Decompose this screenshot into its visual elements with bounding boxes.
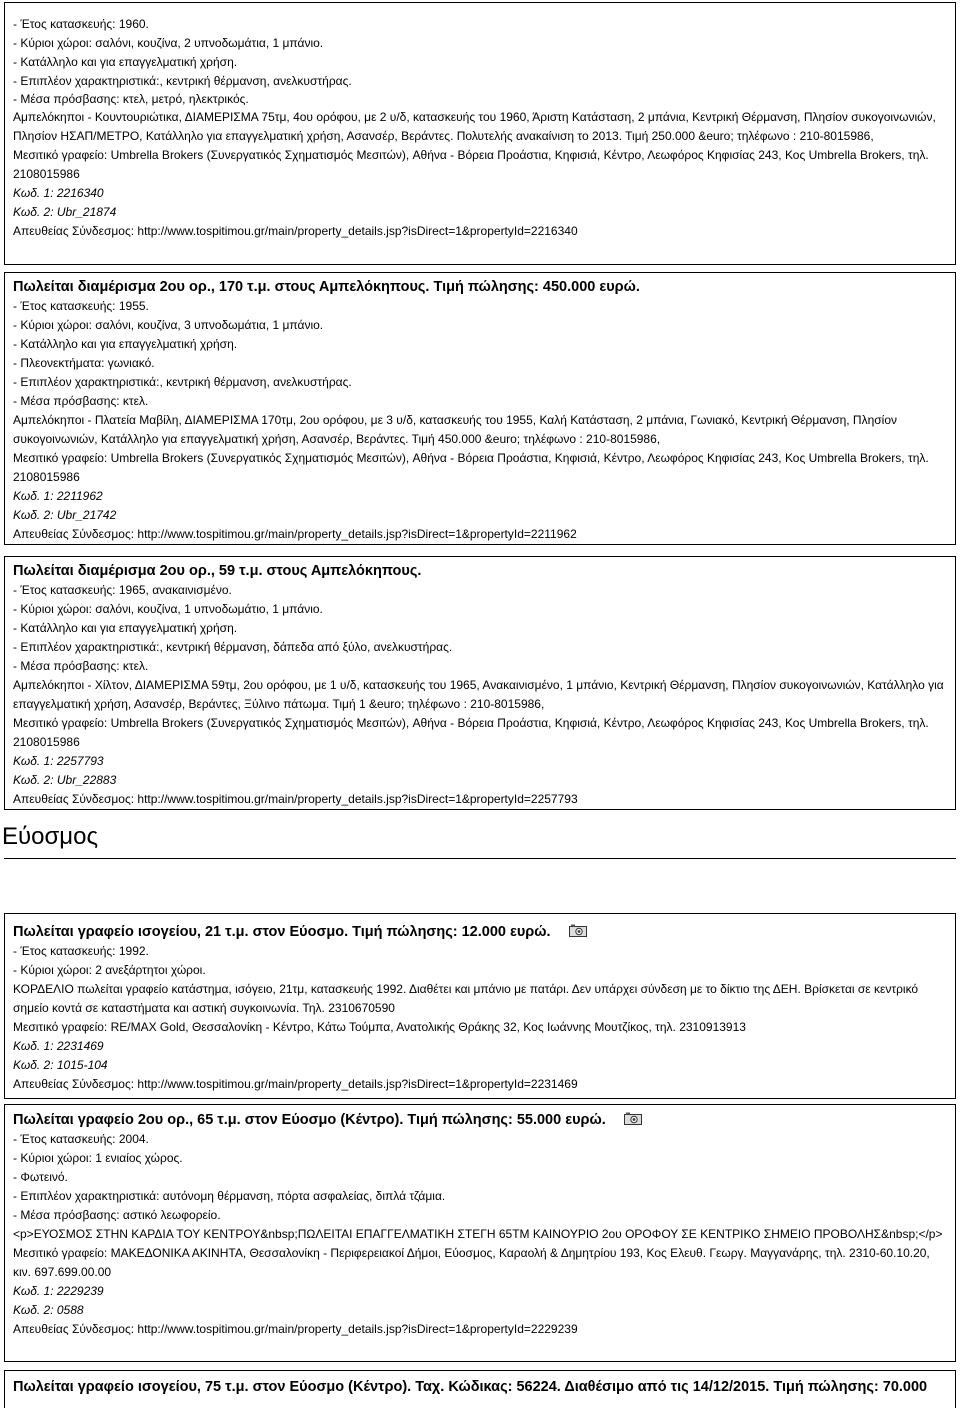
direct-link[interactable]: Απευθείας Σύνδεσμος: http://www.tospitimou.gr/main/property_details.jsp?isDirect=1&propertyId=2229239: [13, 1322, 578, 1336]
feature-line: - Έτος κατασκευής: 2004.: [13, 1132, 149, 1146]
feature-line: - Επιπλέον χαρακτηριστικά:, κεντρική θέρμανση, δάπεδα από ξύλο, ανελκυστήρας.: [13, 640, 453, 654]
direct-link[interactable]: Απευθείας Σύνδεσμος: http://www.tospitimou.gr/main/property_details.jsp?isDirect=1&propertyId=2257793: [13, 792, 578, 806]
listing-description: ΚΟΡΔΕΛΙΟ πωλείται γραφείο κατάστημα, ισόγειο, 21τμ, κατασκευής 1992. Διαθέτει και μπάνιο με πατάρι. Δεν υπάρχει σύνδεση με το δίκτιο της ΔΕΗ. Βρίσκεται σε κεντρικό σημείο κοντά σε καταστήματα και αστική συγκοινωνία. Τηλ. 2310670590: [13, 982, 919, 1015]
feature-line: - Κύριοι χώροι: σαλόνι, κουζίνα, 2 υπνοδωμάτια, 1 μπάνιο.: [13, 36, 324, 50]
direct-link[interactable]: Απευθείας Σύνδεσμος: http://www.tospitimou.gr/main/property_details.jsp?isDirect=1&propertyId=2216340: [13, 224, 578, 238]
agency-info: Μεσιτικό γραφείο: Umbrella Brokers (Συνεργατικός Σχηματισμός Μεσιτών), Αθήνα - Βόρεια Προάστια, Κηφισιά, Κέντρο, Λεωφόρος Κηφισίας 243, Κος Umbrella Brokers, τηλ. 2108015986: [13, 148, 929, 181]
listing-title: Πωλείται διαμέρισμα 2ου ορ., 170 τ.μ. στους Αμπελόκηπους. Τιμή πώλησης: 450.000 ευρώ.: [13, 279, 640, 295]
code-2: Κωδ. 2: Ubr_21742: [13, 508, 117, 522]
section-heading: Εύοσμος: [2, 823, 99, 850]
feature-line: - Κύριοι χώροι: σαλόνι, κουζίνα, 3 υπνοδωμάτια, 1 μπάνιο.: [13, 318, 324, 332]
camera-icon[interactable]: [624, 1112, 642, 1128]
listing-title: Πωλείται γραφείο ισογείου, 75 τ.μ. στον Εύοσμο (Κέντρο). Ταχ. Κώδικας: 56224. Διαθέσιμο από τις 14/12/2015. Τιμή πώλησης: 70.000: [13, 1379, 928, 1395]
agency-info: Μεσιτικό γραφείο: RE/MAX Gold, Θεσσαλονίκη - Κέντρο, Κάτω Τούμπα, Ανατολικής Θράκης 32, Κος Ιωάννης Μουτζίκος, τηλ. 2310913913: [13, 1020, 746, 1034]
feature-line: - Φωτεινό.: [13, 1170, 68, 1184]
feature-line: - Κύριοι χώροι: σαλόνι, κουζίνα, 1 υπνοδωμάτιο, 1 μπάνιο.: [13, 602, 323, 616]
listing-description: Αμπελόκηποι - Κουντουριώτικα, ΔΙΑΜΕΡΙΣΜΑ 75τμ, 4ου ορόφου, με 2 υ/δ, κατασκευής του 1960, Άριστη Κατάσταση, 2 μπάνια, Κεντρική Θέρμανση, Πλησίον συκογοινωνιών, Πλησίον ΗΣΑΠ/ΜΕΤΡΟ, Κατάλληλο για επαγγελματική χρήση, Ασανσέρ, Βεράντες. Πολυτελής ανακαίνιση το 2013. Τιμή 250.000 &euro; τηλέφωνο : 210-8015986,: [13, 110, 936, 143]
feature-line: - Κύριοι χώροι: 2 ανεξάρτητοι χώροι.: [13, 963, 206, 977]
listing-title: Πωλείται διαμέρισμα 2ου ορ., 59 τ.μ. στους Αμπελόκηπους.: [13, 563, 422, 579]
code-2: Κωδ. 2: 1015-104: [13, 1058, 108, 1072]
feature-line: - Έτος κατασκευής: 1992.: [13, 944, 149, 958]
listing-title: Πωλείται γραφείο 2ου ορ., 65 τ.μ. στον Εύοσμο (Κέντρο). Τιμή πώλησης: 55.000 ευρώ.: [13, 1112, 606, 1128]
agency-info: Μεσιτικό γραφείο: ΜΑΚΕΔΟΝΙΚΑ ΑΚΙΝΗΤΑ, Θεσσαλονίκη - Περιφερειακοί Δήμοι, Εύοσμος, Καραολή & Δημητρίου 193, Κος Ελευθ. Γεωργ. Μαγγανάρης, τηλ. 2310-60.10.20, κιν. 697.699.00.00: [13, 1246, 930, 1279]
listing-title: Πωλείται γραφείο ισογείου, 21 τ.μ. στον Εύοσμο. Τιμή πώλησης: 12.000 ευρώ.: [13, 924, 551, 940]
camera-icon[interactable]: [569, 924, 587, 940]
code-1: Κωδ. 1: 2229239: [13, 1284, 104, 1298]
feature-line: - Κατάλληλο και για επαγγελματική χρήση.: [13, 337, 238, 351]
feature-line: - Κατάλληλο και για επαγγελματική χρήση.: [13, 621, 238, 635]
listing-box-1: [4, 2, 956, 265]
feature-line: - Επιπλέον χαρακτηριστικά: αυτόνομη θέρμανση, πόρτα ασφαλείας, διπλά τζάμια.: [13, 1189, 446, 1203]
section-divider: [4, 858, 956, 859]
agency-info: Μεσιτικό γραφείο: Umbrella Brokers (Συνεργατικός Σχηματισμός Μεσιτών), Αθήνα - Βόρεια Προάστια, Κηφισιά, Κέντρο, Λεωφόρος Κηφισίας 243, Κος Umbrella Brokers, τηλ. 2108015986: [13, 451, 929, 484]
feature-line: - Μέσα πρόσβασης: κτελ.: [13, 394, 149, 408]
code-1: Κωδ. 1: 2257793: [13, 754, 104, 768]
feature-line: - Επιπλέον χαρακτηριστικά:, κεντρική θέρμανση, ανελκυστήρας.: [13, 74, 352, 88]
code-1: Κωδ. 1: 2216340: [13, 186, 104, 200]
feature-line: - Μέσα πρόσβασης: κτελ.: [13, 659, 149, 673]
listing-description: <p>ΕΥΟΣΜΟΣ ΣΤΗΝ ΚΑΡΔΙΑ ΤΟΥ ΚΕΝΤΡΟΥ&nbsp;ΠΩΛΕΙΤΑΙ ΕΠΑΓΓΕΛΜΑΤΙΚΗ ΣΤΕΓΗ 65ΤΜ ΚΑΙΝΟΥΡΙΟ 2ου ΟΡΟΦΟΥ ΣΕ ΚΕΝΤΡΙΚΟ ΣΗΜΕΙΟ ΠΡΟΒΟΛΗΣ&nbsp;</p>: [13, 1227, 943, 1241]
code-1: Κωδ. 1: 2231469: [13, 1039, 104, 1053]
listing-description: Αμπελόκηποι - Πλατεία Μαβίλη, ΔΙΑΜΕΡΙΣΜΑ 170τμ, 2ου ορόφου, με 3 υ/δ, κατασκευής του 1955, Καλή Κατάσταση, 2 μπάνια, Γωνιακό, Κεντρική Θέρμανση, Πλησίον συκογοινωνιών, Κατάλληλο για επαγγελματική χρήση, Ασανσέρ, Βεράντες. Τιμή 450.000 &euro; τηλέφωνο : 210-8015986,: [13, 413, 898, 446]
listing-box-4: [4, 913, 956, 1099]
listing-title-row: [13, 1110, 947, 1130]
feature-line: - Κατάλληλο και για επαγγελματική χρήση.: [13, 55, 238, 69]
listing-box-2: [4, 272, 956, 545]
listing-box-6: [4, 1370, 956, 1408]
feature-line: - Έτος κατασκευής: 1960.: [13, 17, 149, 31]
feature-line: - Μέσα πρόσβασης: κτελ, μετρό, ηλεκτρικός.: [13, 92, 249, 106]
listing-box-3: [4, 556, 956, 810]
feature-line: - Έτος κατασκευής: 1965, ανακαινισμένο.: [13, 583, 232, 597]
feature-line: - Επιπλέον χαρακτηριστικά:, κεντρική θέρμανση, ανελκυστήρας.: [13, 375, 352, 389]
code-2: Κωδ. 2: 0588: [13, 1303, 84, 1317]
code-1: Κωδ. 1: 2211962: [13, 489, 103, 503]
agency-info: Μεσιτικό γραφείο: Umbrella Brokers (Συνεργατικός Σχηματισμός Μεσιτών), Αθήνα - Βόρεια Προάστια, Κηφισιά, Κέντρο, Λεωφόρος Κηφισίας 243, Κος Umbrella Brokers, τηλ. 2108015986: [13, 716, 929, 749]
feature-line: - Έτος κατασκευής: 1955.: [13, 299, 149, 313]
feature-line: - Κύριοι χώροι: 1 ενιαίος χώρος.: [13, 1151, 183, 1165]
feature-line: - Μέσα πρόσβασης: αστικό λεωφορείο.: [13, 1208, 221, 1222]
listing-description: Αμπελόκηποι - Χίλτον, ΔΙΑΜΕΡΙΣΜΑ 59τμ, 2ου ορόφου, με 1 υ/δ, κατασκευής του 1965, Ανακαινισμένο, 1 μπάνιο, Κεντρική Θέρμανση, Πλησίον συκογοινωνιών, Κατάλληλο για επαγγελματική χρήση, Ασανσέρ, Βεράντες, Ξύλινο πάτωμα. Τιμή 1 &euro; τηλέφωνο : 210-8015986,: [13, 678, 944, 711]
direct-link[interactable]: Απευθείας Σύνδεσμος: http://www.tospitimou.gr/main/property_details.jsp?isDirect=1&propertyId=2231469: [13, 1077, 578, 1091]
direct-link[interactable]: Απευθείας Σύνδεσμος: http://www.tospitimou.gr/main/property_details.jsp?isDirect=1&propertyId=2211962: [13, 527, 577, 541]
code-2: Κωδ. 2: Ubr_21874: [13, 205, 117, 219]
listing-box-5: [4, 1104, 956, 1362]
feature-line: - Πλεονεκτήματα: γωνιακό.: [13, 356, 155, 370]
code-2: Κωδ. 2: Ubr_22883: [13, 773, 117, 787]
listing-title-row: [13, 922, 947, 942]
